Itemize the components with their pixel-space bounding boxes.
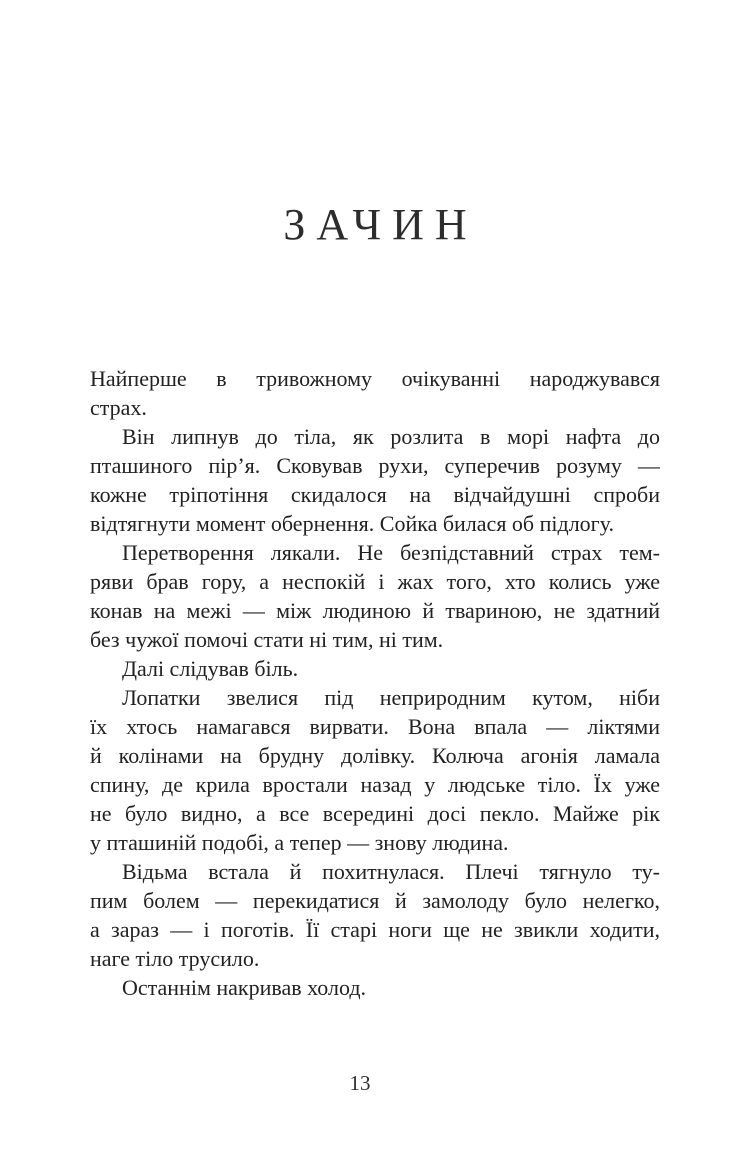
text-line: відтягнути момент обернення. Сойка билася об підлогу. [90, 511, 615, 536]
paragraph [90, 654, 660, 683]
paragraph [90, 422, 660, 538]
text-line: а зараз — і поготів. Її старі ноги ще не звикли ходити, [90, 917, 660, 942]
text-line: Відьма встала й похитнулася. Плечі тягнуло ту- [122, 859, 660, 884]
text-line: конав на межі — між людиною й твариною, не здатний [90, 598, 660, 623]
text-line: у пташиній подобі, а тепер — знову людина. [90, 830, 509, 855]
text-line: їх хтось намагався вирвати. Вона впала — ліктями [90, 714, 660, 739]
page-number: 13 [349, 1071, 371, 1095]
text-line: кожне тріпотіння скидалося на відчайдушні спроби [90, 482, 660, 507]
paragraph [90, 538, 660, 654]
text-line: наге тіло трусило. [90, 946, 260, 971]
body-text [90, 364, 660, 1002]
text-line: спину, де крила вростали назад у людське тіло. Їх уже [90, 772, 660, 797]
paragraph [90, 683, 660, 857]
paragraph [90, 973, 660, 1002]
text-line: пташиного пір’я. Сковував рухи, суперечив розуму — [90, 453, 660, 478]
text-line: Далі слідував біль. [122, 656, 299, 681]
text-line: не було видно, а все всередині досі пекло. Майже рік [90, 801, 660, 826]
text-line: пим болем — перекидатися й замолоду було нелегко, [90, 888, 660, 913]
paragraph [90, 364, 660, 422]
text-line: Лопатки звелися під неприродним кутом, ніби [122, 685, 660, 710]
text-line: й колінами на брудну долівку. Колюча агонія ламала [90, 743, 660, 768]
text-line: без чужої помочі стати ні тим, ні тим. [90, 627, 444, 652]
paragraph [90, 857, 660, 973]
text-line: Найперше в тривожному очікуванні народжувався [90, 366, 660, 391]
text-line: Він липнув до тіла, як розлита в морі нафта до [122, 424, 660, 449]
text-line: Останнім накривав холод. [122, 975, 367, 1000]
text-line: страх. [90, 395, 147, 420]
chapter-title: ЗАЧИН [283, 200, 478, 249]
text-line: ряви брав гору, а неспокій і жах того, хто колись уже [90, 569, 660, 594]
text-line: Перетворення лякали. Не безпідставний страх тем- [122, 540, 660, 565]
